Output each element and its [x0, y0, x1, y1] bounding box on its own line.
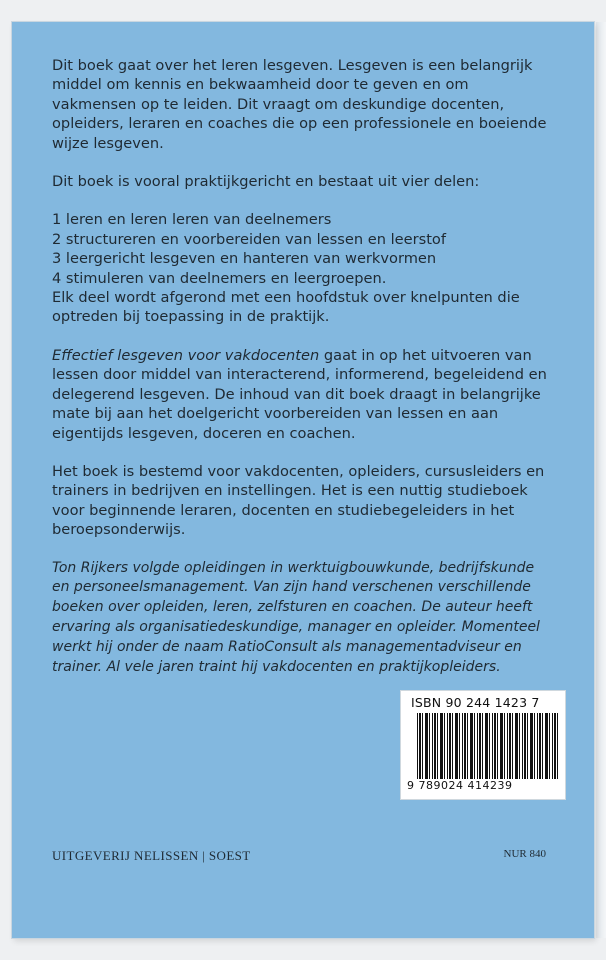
nur-code: NUR 840 [503, 848, 546, 860]
cover-text [52, 56, 552, 696]
barcode-label [400, 690, 566, 800]
structure-paragraph [52, 172, 552, 191]
structure-outro: Elk deel wordt afgerond met een hoofdstuk over knelpunten die optreden bij toepassing in de praktijk. [52, 289, 520, 326]
part-item: 1 leren en leren leren van deelnemers [52, 211, 332, 229]
parts-list [52, 210, 552, 288]
part-item: 3 leergericht lesgeven en hanteren van werkvormen [52, 250, 437, 268]
audience-paragraph: Het boek is bestemd voor vakdocenten, opleiders, cursusleiders en trainers in bedrijven en instellingen. Het is een nuttig studieboek voor beginnende leraren, docenten en studiebegeleiders in het beroepsonderwijs. [52, 462, 545, 539]
barcode-icon [417, 713, 559, 779]
part-item: 2 structureren en voorbereiden van lessen en leerstof [52, 230, 446, 248]
page-edge [596, 22, 606, 938]
ean-number: 9 789024 414239 [407, 779, 513, 792]
content-text: gaat in op het uitvoeren van lessen door middel van interacterend, informerend, begeleidend en delegerend lesgeven. De inhoud van dit boek draagt in belangrijke mate bij aan het doelgericht voorbereiden van lessen en aan eigentijds lesgeven, doceren en coachen. [52, 346, 547, 442]
intro-paragraph: Dit boek gaat over het leren lesgeven. Lesgeven is een belangrijk middel om kennis en bekwaamheid door te geven en om vakmensen op te leiden. Dit vraagt om deskundige docenten, opleiders, leraren en coaches die op een professionele en boeiende wijze lesgeven. [52, 57, 547, 152]
book-title: Effectief lesgeven voor vakdocenten [52, 346, 320, 364]
publisher-name: UITGEVERIJ NELISSEN | SOEST [52, 848, 251, 863]
author-bio: Ton Rijkers volgde opleidingen in werktuigbouwkunde, bedrijfskunde en personeelsmanagement. Van zijn hand verschenen verschillende boeken over opleiden, leren, zelfsturen en coachen. De auteur heeft ervaring als organisatiedeskundige, manager en opleider. Momenteel werkt hij onder de naam RatioConsult als managementadviseur en trainer. Al vele jaren traint hij vakdocenten en praktijkopleiders. [52, 559, 540, 675]
content-paragraph [52, 346, 552, 443]
part-item: 4 stimuleren van deelnemers en leergroepen. [52, 269, 387, 287]
structure-intro: Dit boek is vooral praktijkgericht en bestaat uit vier delen: [52, 173, 480, 191]
isbn-text: ISBN 90 244 1423 7 [411, 695, 540, 710]
